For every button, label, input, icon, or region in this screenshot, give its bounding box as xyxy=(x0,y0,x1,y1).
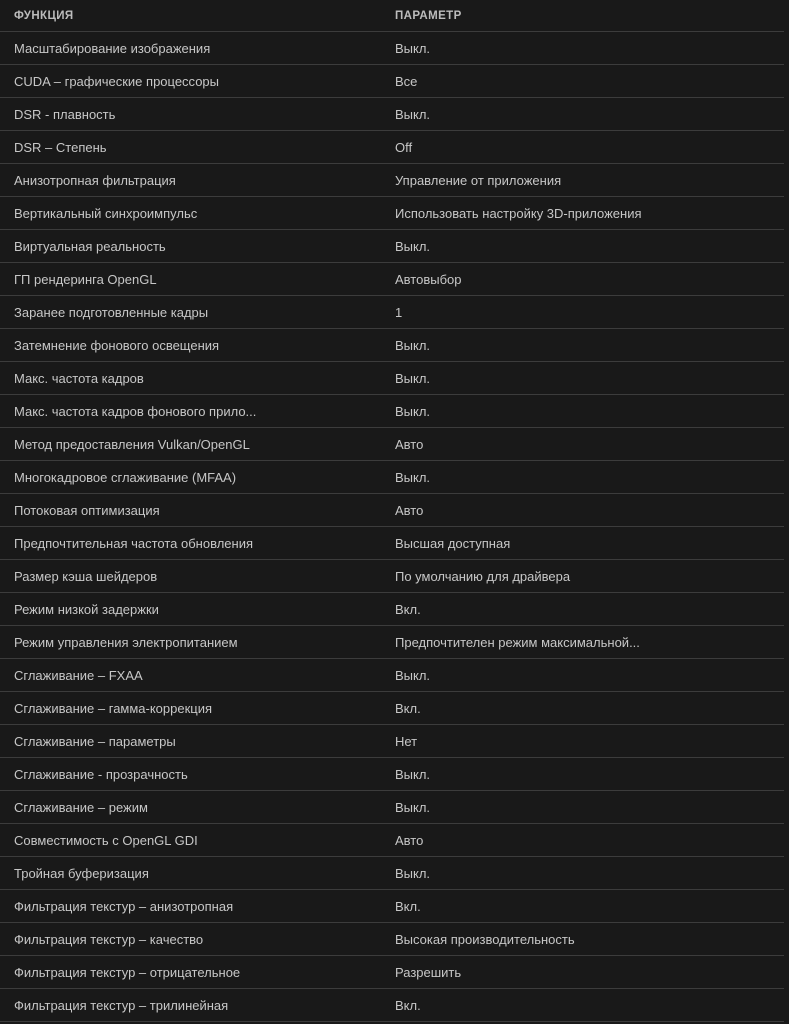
table-row[interactable] xyxy=(0,395,789,428)
parameter-cell[interactable]: Использовать настройку 3D-приложения xyxy=(395,206,642,221)
function-cell: Размер кэша шейдеров xyxy=(14,569,158,584)
parameter-cell[interactable]: Все xyxy=(395,74,418,89)
function-cell: ГП рендеринга OpenGL xyxy=(14,272,157,287)
parameter-cell[interactable]: Авто xyxy=(395,437,424,452)
function-cell: Сглаживание – режим xyxy=(14,800,148,815)
parameter-cell[interactable]: Вкл. xyxy=(395,899,421,914)
function-cell: Фильтрация текстур – анизотропная xyxy=(14,899,234,914)
function-cell: Вертикальный синхроимпульс xyxy=(14,206,198,221)
parameter-cell[interactable]: Выкл. xyxy=(395,866,431,881)
function-cell: Предпочтительная частота обновления xyxy=(14,536,253,551)
parameter-cell[interactable]: Высшая доступная xyxy=(395,536,511,551)
parameter-cell[interactable]: Нет xyxy=(395,734,418,749)
function-cell: DSR - плавность xyxy=(14,107,116,122)
table-row[interactable] xyxy=(0,593,789,626)
function-cell: Макс. частота кадров фонового прило... xyxy=(14,404,257,419)
table-row[interactable] xyxy=(0,329,789,362)
table-row[interactable] xyxy=(0,857,789,890)
table-row[interactable] xyxy=(0,956,789,989)
parameter-cell[interactable]: Выкл. xyxy=(395,107,431,122)
function-cell: Тройная буферизация xyxy=(14,866,149,881)
table-row[interactable] xyxy=(0,131,789,164)
table-row[interactable] xyxy=(0,725,789,758)
parameter-cell[interactable]: По умолчанию для драйвера xyxy=(395,569,571,584)
table-row[interactable] xyxy=(0,824,789,857)
function-cell: Фильтрация текстур – отрицательное xyxy=(14,965,241,980)
table-row[interactable] xyxy=(0,98,789,131)
function-cell: Виртуальная реальность xyxy=(14,239,166,254)
table-row[interactable] xyxy=(0,296,789,329)
function-cell: Метод предоставления Vulkan/OpenGL xyxy=(14,437,250,452)
column-header-function: ФУНКЦИЯ xyxy=(14,10,74,22)
parameter-cell[interactable]: Предпочтителен режим максимальной... xyxy=(395,635,640,650)
table-row[interactable] xyxy=(0,923,789,956)
table-row[interactable] xyxy=(0,890,789,923)
parameter-cell[interactable]: Выкл. xyxy=(395,470,431,485)
parameter-cell[interactable]: Выкл. xyxy=(395,371,431,386)
function-cell: Режим управления электропитанием xyxy=(14,635,238,650)
function-cell: Анизотропная фильтрация xyxy=(14,173,176,188)
function-cell: Фильтрация текстур – трилинейная xyxy=(14,998,229,1013)
function-cell: Режим низкой задержки xyxy=(14,602,159,617)
table-row[interactable] xyxy=(0,428,789,461)
table-row[interactable] xyxy=(0,362,789,395)
parameter-cell[interactable]: Выкл. xyxy=(395,668,431,683)
table-row[interactable] xyxy=(0,692,789,725)
function-cell: DSR – Степень xyxy=(14,140,107,155)
table-row[interactable] xyxy=(0,494,789,527)
parameter-cell[interactable]: Высокая производительность xyxy=(395,932,575,947)
parameter-cell[interactable]: Вкл. xyxy=(395,701,421,716)
table-body xyxy=(0,32,789,1022)
function-cell: Масштабирование изображения xyxy=(14,41,211,56)
table-row[interactable] xyxy=(0,989,789,1022)
parameter-cell[interactable]: Выкл. xyxy=(395,404,431,419)
table-row[interactable] xyxy=(0,791,789,824)
function-cell: Макс. частота кадров xyxy=(14,371,144,386)
parameter-cell[interactable]: Управление от приложения xyxy=(395,173,562,188)
parameter-cell[interactable]: Авто xyxy=(395,833,424,848)
column-header-parameter: ПАРАМЕТР xyxy=(395,10,462,22)
function-cell: Заранее подготовленные кадры xyxy=(14,305,209,320)
table-row[interactable] xyxy=(0,461,789,494)
function-cell: Сглаживание – гамма-коррекция xyxy=(14,701,213,716)
parameter-cell[interactable]: Выкл. xyxy=(395,800,431,815)
parameter-cell[interactable]: Вкл. xyxy=(395,998,421,1013)
table-row[interactable] xyxy=(0,32,789,65)
function-cell: CUDA – графические процессоры xyxy=(14,74,220,89)
function-cell: Совместимость с OpenGL GDI xyxy=(14,833,198,848)
function-cell: Сглаживание – параметры xyxy=(14,734,176,749)
table-row[interactable] xyxy=(0,659,789,692)
parameter-cell[interactable]: Выкл. xyxy=(395,41,431,56)
function-cell: Сглаживание - прозрачность xyxy=(14,767,188,782)
function-cell: Сглаживание – FXAA xyxy=(14,668,143,683)
table-header xyxy=(0,0,789,32)
table-row[interactable] xyxy=(0,758,789,791)
parameter-cell[interactable]: 1 xyxy=(395,305,403,320)
function-cell: Затемнение фонового освещения xyxy=(14,338,220,353)
table-row[interactable] xyxy=(0,626,789,659)
table-row[interactable] xyxy=(0,65,789,98)
function-cell: Потоковая оптимизация xyxy=(14,503,160,518)
function-cell: Многокадровое сглаживание (MFAA) xyxy=(14,470,237,485)
function-cell: Фильтрация текстур – качество xyxy=(14,932,204,947)
table-row[interactable] xyxy=(0,197,789,230)
parameter-cell[interactable]: Авто xyxy=(395,503,424,518)
parameter-cell[interactable]: Автовыбор xyxy=(395,272,462,287)
parameter-cell[interactable]: Выкл. xyxy=(395,239,431,254)
table-row[interactable] xyxy=(0,527,789,560)
table-row[interactable] xyxy=(0,263,789,296)
parameter-cell[interactable]: Off xyxy=(395,140,413,155)
table-row[interactable] xyxy=(0,560,789,593)
table-row[interactable] xyxy=(0,164,789,197)
parameter-cell[interactable]: Вкл. xyxy=(395,602,421,617)
parameter-cell[interactable]: Выкл. xyxy=(395,338,431,353)
table-row[interactable] xyxy=(0,230,789,263)
parameter-cell[interactable]: Выкл. xyxy=(395,767,431,782)
parameter-cell[interactable]: Разрешить xyxy=(395,965,462,980)
